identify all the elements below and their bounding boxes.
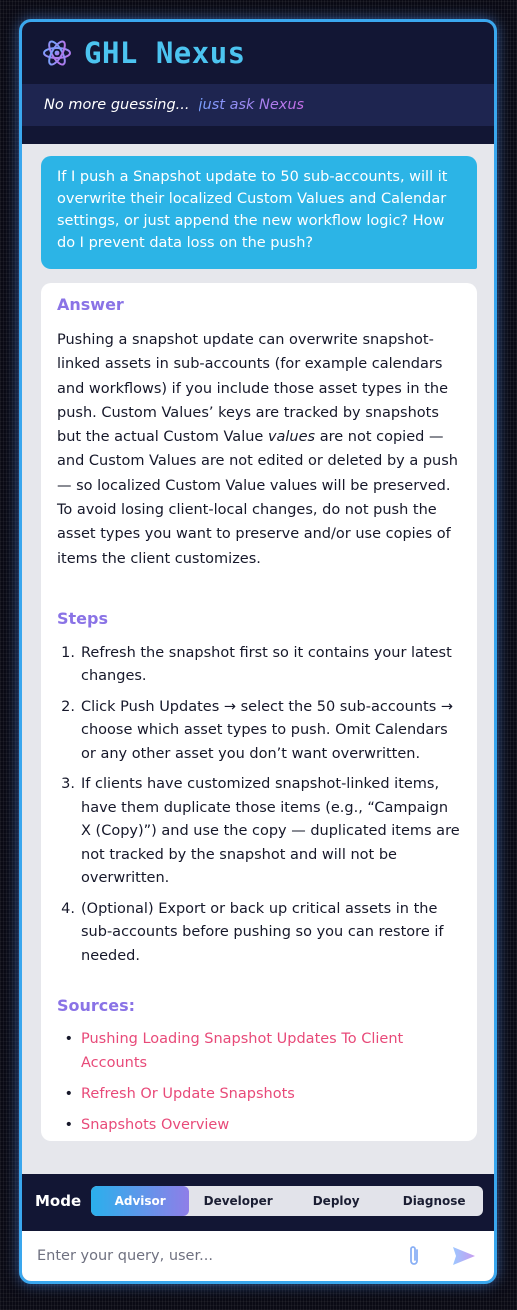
- mode-tab-developer[interactable]: Developer: [203, 1194, 273, 1208]
- query-input[interactable]: [37, 1248, 397, 1264]
- query-input-row: [22, 1231, 494, 1281]
- mode-tab-diagnose[interactable]: Diagnose: [402, 1194, 466, 1208]
- user-message-bubble: If I push a Snapshot update to 50 sub-accounts, will it overwrite their localized Custom Values and Calendar settings, or just append the new workflow logic? How do I prevent data loss on the push?: [41, 156, 477, 269]
- answer-text: [57, 328, 461, 571]
- answer-text-part: Pushing a snapshot update can overwrite snapshot-linked assets in sub-accounts (for example calendars and workflows) if you include those asset types in the push. Custom Values’ keys are tracked by snapshots but the actual Custom Value: [57, 332, 449, 446]
- app-window: [19, 19, 497, 1284]
- tagline: No more guessing...: [44, 97, 190, 113]
- bullet: •: [64, 1117, 73, 1134]
- step-text: (Optional) Export or back up critical assets in the sub-accounts before pushing so you can restore if needed.: [81, 900, 444, 964]
- step-text: Refresh the snapshot first so it contains your latest changes.: [81, 644, 452, 685]
- source-link[interactable]: Pushing Loading Snapshot Updates To Client Accounts: [81, 1031, 404, 1072]
- app-title: GHL Nexus: [84, 36, 246, 70]
- bullet: •: [64, 1031, 73, 1048]
- mode-label: Mode: [35, 1192, 82, 1210]
- app-header: [22, 22, 494, 84]
- sources-heading: Sources:: [57, 996, 136, 1016]
- footer-panel: [22, 1174, 494, 1281]
- answer-heading: Answer: [57, 295, 124, 314]
- source-link[interactable]: Snapshots Overview: [81, 1117, 230, 1134]
- header-spacer: [22, 126, 494, 144]
- steps-heading: Steps: [57, 608, 108, 628]
- step-item: [57, 696, 461, 767]
- sources-list: [57, 1027, 461, 1137]
- step-number: 4.: [61, 900, 75, 917]
- step-text: Click Push Updates → select the 50 sub-accounts → choose which asset types to push. Omit Calendars or any other asset you don’t want overwritten.: [81, 698, 454, 762]
- send-icon[interactable]: [452, 1245, 476, 1267]
- answer-card: [41, 283, 477, 1141]
- steps-list: [57, 642, 461, 969]
- mode-tabs: [91, 1186, 483, 1216]
- answer-text-emphasis: values: [267, 429, 316, 446]
- tagline-accent: just ask Nexus: [198, 97, 305, 113]
- step-number: 2.: [61, 698, 75, 715]
- mode-tab-advisor[interactable]: Advisor: [91, 1186, 189, 1216]
- step-item: [57, 898, 461, 969]
- step-text: If clients have customized snapshot-linked items, have them duplicate those items (e.g., “Campaign X (Copy)”) and use the copy — duplicated items are not tracked by the snapshot and will not be overwritten.: [81, 776, 460, 887]
- source-item: [57, 1113, 461, 1137]
- step-number: 1.: [61, 644, 75, 661]
- paperclip-icon[interactable]: [407, 1244, 421, 1268]
- bullet: •: [64, 1086, 73, 1103]
- source-link[interactable]: Refresh Or Update Snapshots: [81, 1086, 295, 1103]
- mode-tab-deploy[interactable]: Deploy: [312, 1194, 360, 1208]
- step-number: 3.: [61, 776, 75, 793]
- atom-icon: [42, 38, 72, 68]
- source-item: [57, 1082, 461, 1106]
- chat-area[interactable]: [22, 144, 494, 1281]
- step-item: [57, 773, 461, 891]
- source-item: [57, 1027, 461, 1075]
- step-item: [57, 642, 461, 689]
- tagline-bar: [22, 84, 494, 126]
- answer-text-part: are not copied — and Custom Values are not edited or deleted by a push — so localized Custom Value values will be preserved. To avoid losing client-local changes, do not push the asset types you want to preserve and/or use copies of items the client customizes.: [57, 429, 458, 567]
- mode-selector-row: [22, 1174, 494, 1228]
